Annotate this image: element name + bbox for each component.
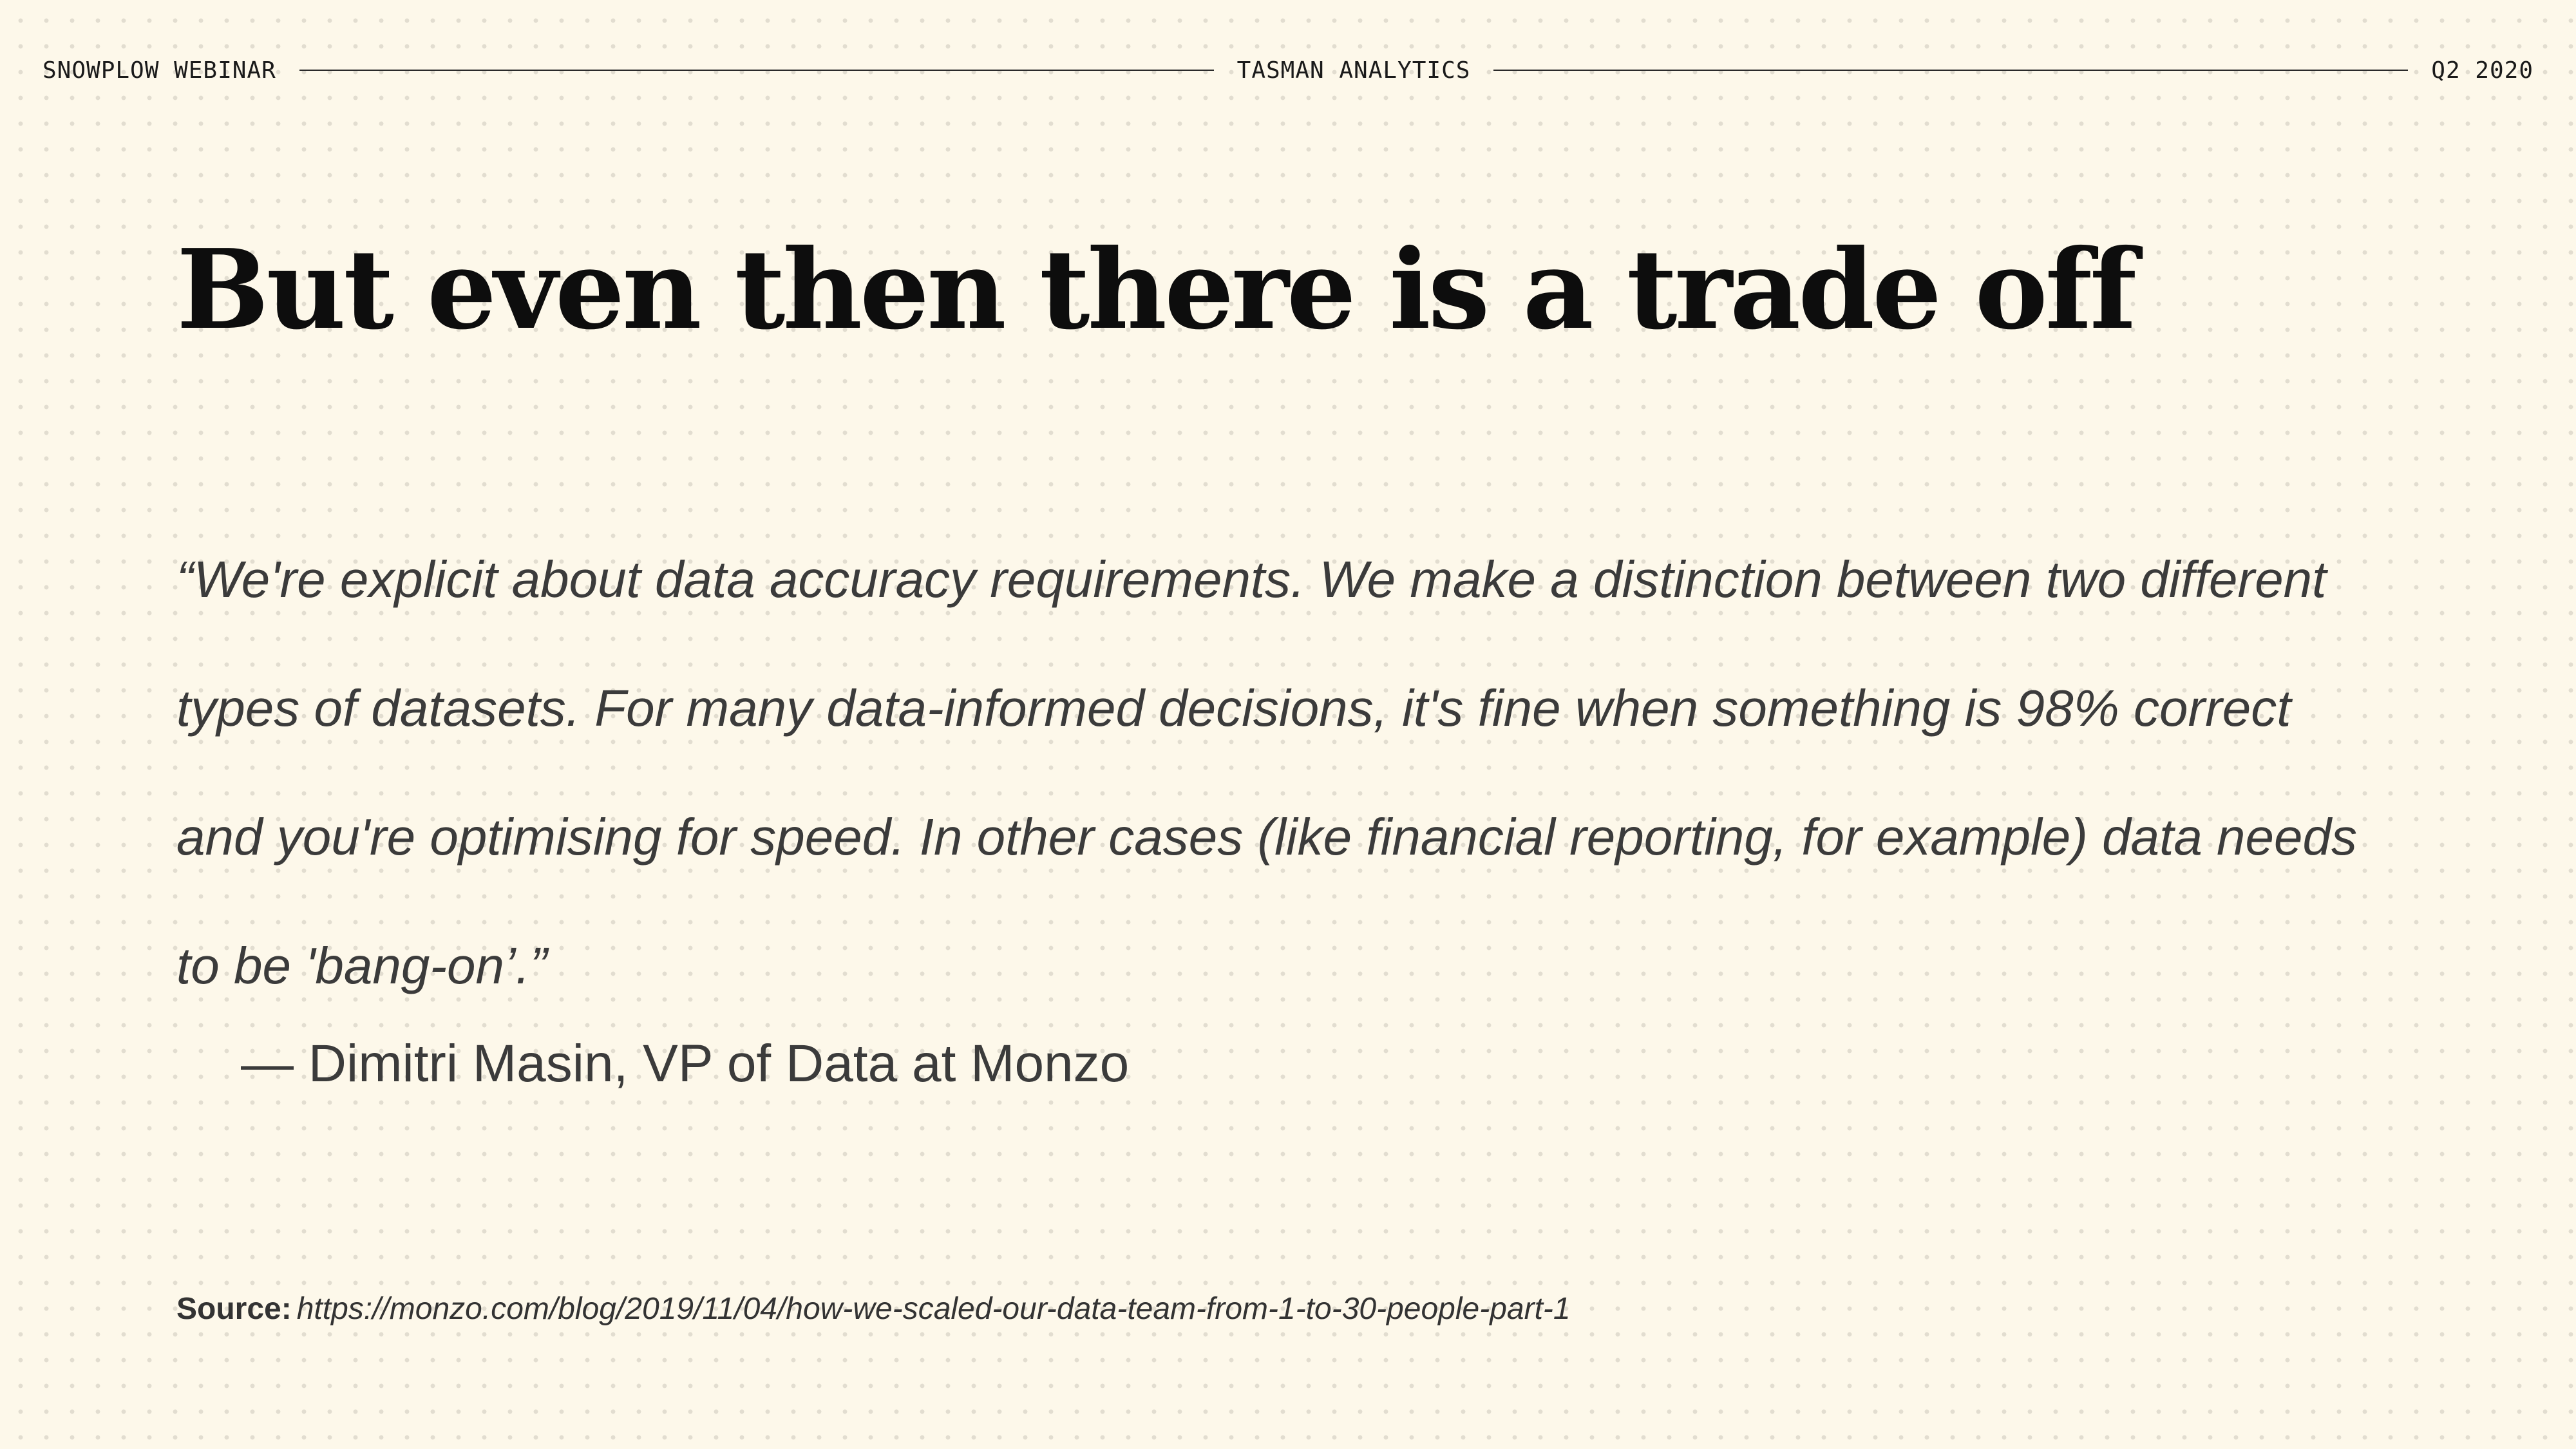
source-label: Source: xyxy=(176,1292,292,1326)
source-url: https://monzo.com/blog/2019/11/04/how-we-scaled-our-data-team-from-1-to-30-people-part-1 xyxy=(296,1292,1571,1326)
quote-attribution: — Dimitri Masin, VP of Data at Monzo xyxy=(241,1034,1130,1093)
header-center-label: TASMAN ANALYTICS xyxy=(1236,57,1471,84)
source-note xyxy=(176,1291,1571,1327)
quote-text: “We're explicit about data accuracy requirements. We make a distinction between two different types of datasets. For many data-informed decisions, it's fine when something is 98% correct and you're optimising for speed. In other cases (like financial reporting, for example) data needs to be 'bang-on’.” xyxy=(176,551,2358,994)
header-divider-left xyxy=(299,70,1214,71)
header-divider-right xyxy=(1493,70,2408,71)
slide-header xyxy=(43,54,2533,86)
header-left-label: SNOWPLOW WEBINAR xyxy=(43,57,276,84)
header-right-label: Q2 2020 xyxy=(2431,57,2533,84)
slide-title: But even then there is a trade off xyxy=(176,225,2135,354)
